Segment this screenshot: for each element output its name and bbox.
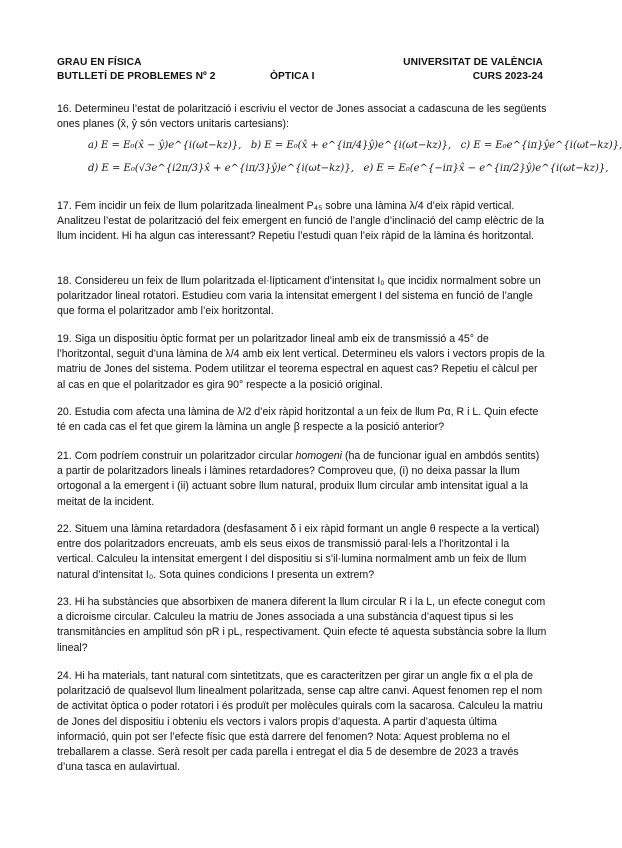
- problem-17: [57, 199, 547, 245]
- problem-20-text: Estudia com afecta una làmina de λ/2 d’eix ràpid horitzontal a un feix de llum Pα, R i L. Quin efecte té en cada cas el fet que girem la làmina un angle β respecte a la posició anterior?: [57, 406, 539, 434]
- equation-d: d) E = E₀(√3e^{i2π/3}x̂ + e^{iπ/3}ŷ)e^{i(ωt−kz)},: [88, 163, 354, 174]
- problem-24-statement: [57, 669, 547, 775]
- problem-18: [57, 274, 547, 320]
- problem-number: 17.: [57, 200, 72, 212]
- problem-23-statement: [57, 595, 547, 656]
- problem-17-text: Fem incidir un feix de llum polaritzada linealment P₄₅ sobre una làmina λ/4 d’eix ràpid vertical. Analitzeu l’estat de polarització del feix emergent en funció de l’angle d’inclinació del camp elèctric de la llum incident. Hi ha algun cas interessant? Repetiu l’estudi quan l’eix ràpid de la làmina és horitzontal.: [57, 200, 545, 243]
- problem-18-text: Considereu un feix de llum polaritzada el·lípticament d’intensitat I₀ que incidix normalment sobre un polaritzador lineal rotatori. Estudieu com varia la intensitat emergent I del sistema en funció de l’angle que forma el polaritzador amb l’eix horitzontal.: [57, 275, 541, 318]
- equation-b: b) E = E₀(x̂ + e^{iπ/4}ŷ)e^{i(ωt−kz)},: [250, 140, 452, 151]
- equation-e: e) E = E₀(e^{−iπ}x̂ − e^{iπ/2}ŷ)e^{i(ωt−kz)},: [363, 163, 609, 174]
- problem-16: [57, 102, 547, 132]
- problem-19-statement: [57, 332, 547, 393]
- problem-23-text: Hi ha substàncies que absorbixen de manera diferent la llum circular R i la L, un efecte conegut com a dicroisme circular. Calculeu la matriu de Jones associada a una substància d’aquest tipus si les transmitàncies en amplitud són pR i pL, respectivament. Quin efecte té aquesta substància sobre la llum lineal?: [57, 596, 547, 654]
- header-course: CURS 2023-24: [472, 71, 543, 82]
- header-university: UNIVERSITAT DE VALÈNCIA: [403, 57, 543, 68]
- problem-20-statement: [57, 405, 547, 435]
- problem-24-text: Hi ha materials, tant natural com sintetitzats, que es caracteritzen per girar un angle fix α el pla de polarització de qualsevol llum linealment polaritzada, sense cap altre canvi. Aquest fenomen rep el nom de activitat òptica o poder rotatori i és produït per molècules quirals com la sacarosa. Calculeu la matriu de Jones del dispositiu i obteniu els vectors i valors propis d’aquesta. A partir d’aquesta última informació, quin pot ser l’efecte físic que està darrere del fenomen? Nota: Aquest problema no el treballarem a classe. Serà resolt per cada parella i entregat el dia 5 de desembre de 2023 a través d’una tasca en aulavirtual.: [57, 670, 543, 774]
- problem-21-text-after: (ha de funcionar igual en ambdós sentits) a partir de polaritzadors lineals i làmines retardadores? Comproveu que, (i) no deixa passar la llum ortogonal a la emergent i (ii) actuant sobre llum natural, produix llum circular amb intensitat igual a la meitat de la incident.: [57, 450, 540, 508]
- problem-22: [57, 522, 547, 583]
- problem-16-equations-row-1: [88, 140, 622, 151]
- header-bulletin: BUTLLETÍ DE PROBLEMES Nº 2: [57, 71, 216, 82]
- problem-21-emphasis: homogeni: [295, 450, 343, 462]
- problem-number: 20.: [57, 406, 72, 418]
- equation-c: c) E = E₀e^{iπ}ŷe^{i(ωt−kz)},: [460, 140, 622, 151]
- header-subject: ÒPTICA I: [270, 71, 315, 82]
- problem-22-statement: [57, 522, 547, 583]
- problem-number: 18.: [57, 275, 72, 287]
- problem-number: 21.: [57, 450, 72, 462]
- problem-21-text-before: Com podríem construir un polaritzador circular: [74, 450, 296, 462]
- header-degree: GRAU EN FÍSICA: [57, 57, 142, 68]
- problem-22-text: Situem una làmina retardadora (desfasament δ i eix ràpid formant un angle θ respecte a la vertical) entre dos polaritzadors encreuats, amb els seus eixos de transmissió paral·lels a l’horitzontal i la vertical. Calculeu la intensitat emergent I del dispositiu si s’il·lumina normalment amb un feix de llum natural d’intensitat I₀. Sota quines condicions I presenta un extrem?: [57, 523, 540, 581]
- problem-number: 16.: [57, 103, 72, 115]
- problem-number: 19.: [57, 333, 72, 345]
- problem-24: [57, 669, 547, 775]
- problem-16-text: Determineu l’estat de polarització i escriviu el vector de Jones associat a cadascuna de les següents ones planes (x̂, ŷ són vectors unitaris cartesians):: [57, 103, 547, 131]
- problem-19-text: Siga un dispositiu òptic format per un polaritzador lineal amb eix de transmissió a 45° de l’horitzontal, seguit d’una làmina de λ/4 amb eix lent vertical. Determineu els valors i vectors propis de la matriu de Jones del sistema. Podem utilitzar el teorema espectral en aquest cas? Repetiu el càlcul per al cas en que el polaritzador es gira 90° respecte a la posició original.: [57, 333, 545, 391]
- problem-number: 24.: [57, 670, 72, 682]
- problem-20: [57, 405, 547, 435]
- problem-17-statement: [57, 199, 547, 245]
- equation-a: a) E = E₀(x̂ − ŷ)e^{i(ωt−kz)},: [88, 140, 242, 151]
- problem-16-equations-row-2: [88, 163, 608, 174]
- problem-21-statement: [57, 449, 547, 510]
- problem-18-statement: [57, 274, 547, 320]
- problem-23: [57, 595, 547, 656]
- problem-19: [57, 332, 547, 393]
- problem-number: 23.: [57, 596, 72, 608]
- problem-21: [57, 449, 547, 510]
- problem-number: 22.: [57, 523, 72, 535]
- problem-16-statement: [57, 102, 547, 132]
